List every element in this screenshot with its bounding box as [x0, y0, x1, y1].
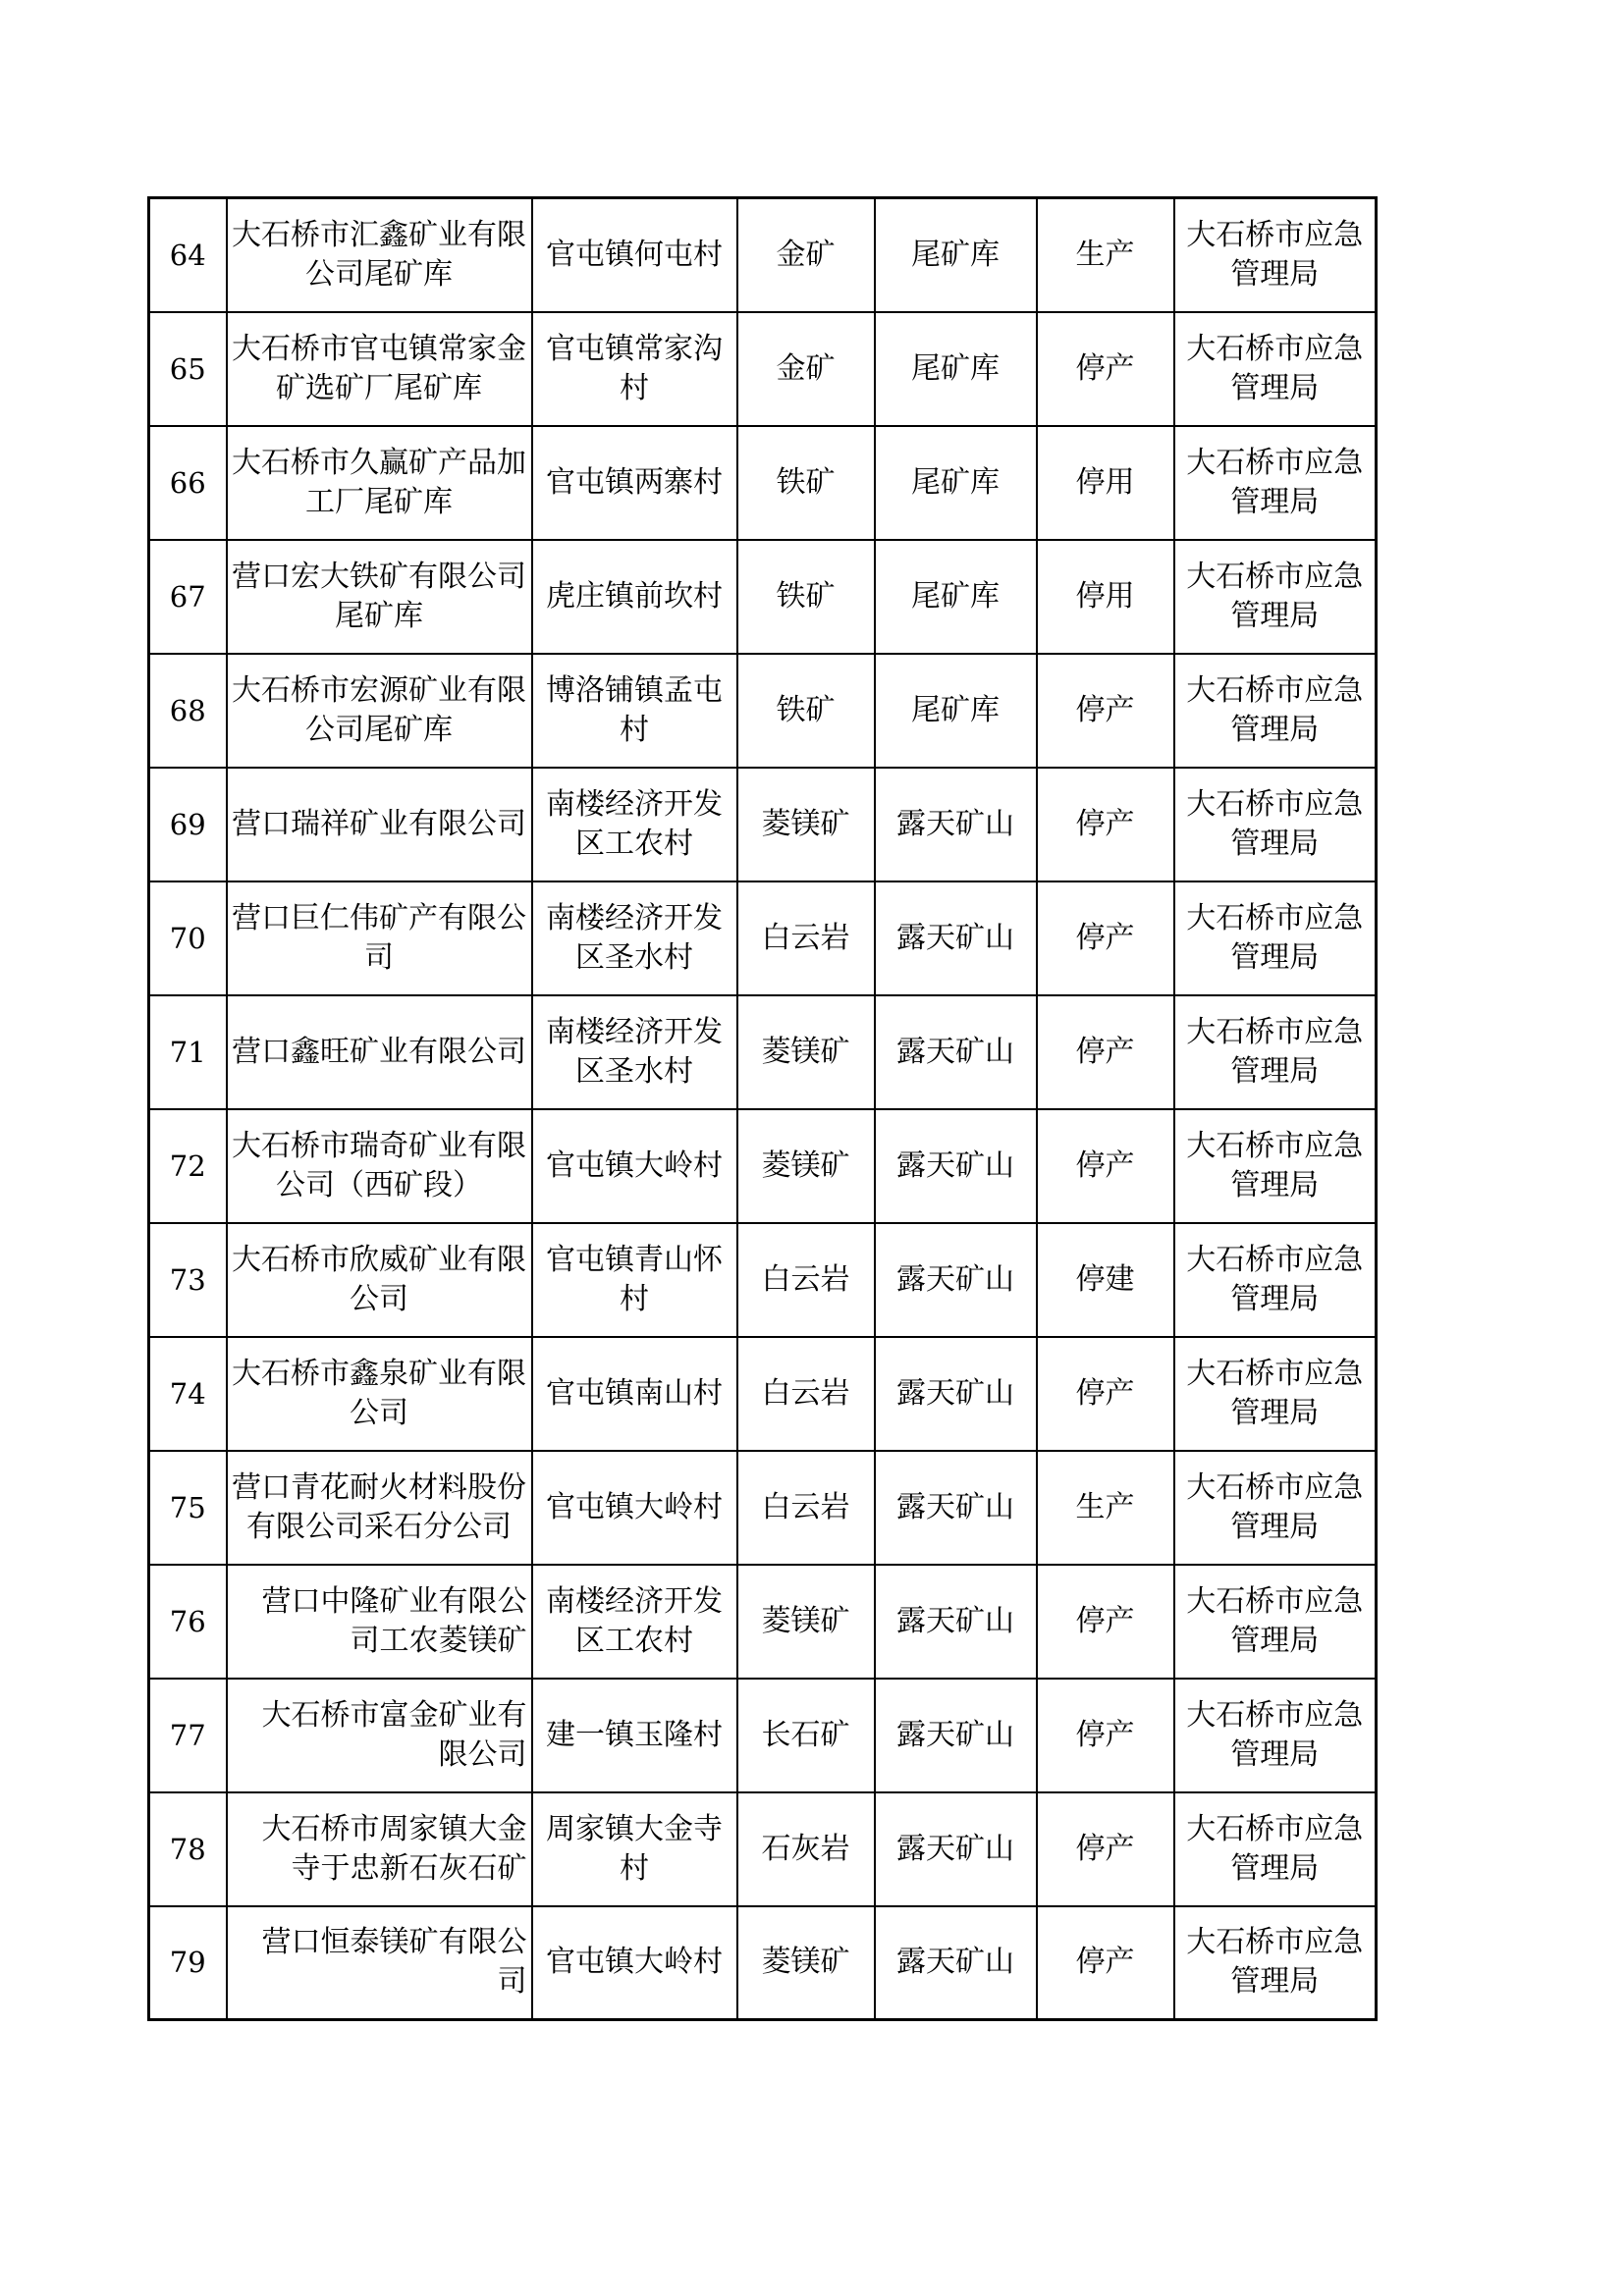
mineral-type: 菱镁矿	[737, 768, 875, 881]
row-number: 72	[149, 1109, 227, 1223]
mineral-type: 白云岩	[737, 1223, 875, 1337]
operating-status: 停产	[1037, 1679, 1174, 1792]
enterprise-name: 大石桥市汇鑫矿业有限公司尾矿库	[227, 198, 532, 312]
mineral-type: 菱镁矿	[737, 1109, 875, 1223]
mineral-type: 铁矿	[737, 426, 875, 540]
row-number: 66	[149, 426, 227, 540]
mineral-type: 长石矿	[737, 1679, 875, 1792]
operating-status: 生产	[1037, 1451, 1174, 1565]
row-number: 77	[149, 1679, 227, 1792]
facility-type: 露天矿山	[875, 1906, 1037, 2020]
operating-status: 停产	[1037, 654, 1174, 768]
location: 官屯镇大岭村	[532, 1109, 737, 1223]
mineral-type: 菱镁矿	[737, 1565, 875, 1679]
row-number: 78	[149, 1792, 227, 1906]
table-row	[149, 1679, 1377, 1792]
table-row	[149, 1223, 1377, 1337]
facility-type: 尾矿库	[875, 426, 1037, 540]
operating-status: 停产	[1037, 1906, 1174, 2020]
supervising-authority: 大石桥市应急管理局	[1174, 540, 1377, 654]
facility-type: 露天矿山	[875, 1679, 1037, 1792]
row-number: 75	[149, 1451, 227, 1565]
mineral-type: 菱镁矿	[737, 995, 875, 1109]
facility-type: 尾矿库	[875, 540, 1037, 654]
row-number: 71	[149, 995, 227, 1109]
location: 南楼经济开发区工农村	[532, 768, 737, 881]
operating-status: 停产	[1037, 995, 1174, 1109]
operating-status: 停建	[1037, 1223, 1174, 1337]
enterprise-name: 大石桥市富金矿业有限公司	[227, 1679, 532, 1792]
facility-type: 露天矿山	[875, 881, 1037, 995]
table-body	[149, 198, 1377, 2020]
table-row	[149, 1451, 1377, 1565]
enterprise-name: 大石桥市欣威矿业有限公司	[227, 1223, 532, 1337]
supervising-authority: 大石桥市应急管理局	[1174, 881, 1377, 995]
enterprise-name: 大石桥市宏源矿业有限公司尾矿库	[227, 654, 532, 768]
enterprise-name: 营口鑫旺矿业有限公司	[227, 995, 532, 1109]
row-number: 68	[149, 654, 227, 768]
location: 官屯镇大岭村	[532, 1451, 737, 1565]
table-row	[149, 426, 1377, 540]
facility-type: 露天矿山	[875, 1337, 1037, 1451]
supervising-authority: 大石桥市应急管理局	[1174, 654, 1377, 768]
operating-status: 停产	[1037, 1337, 1174, 1451]
mineral-type: 石灰岩	[737, 1792, 875, 1906]
mineral-type: 白云岩	[737, 1451, 875, 1565]
table-row	[149, 198, 1377, 312]
table-row	[149, 768, 1377, 881]
enterprise-name: 大石桥市官屯镇常家金矿选矿厂尾矿库	[227, 312, 532, 426]
facility-type: 露天矿山	[875, 1109, 1037, 1223]
mineral-type: 白云岩	[737, 1337, 875, 1451]
operating-status: 停产	[1037, 881, 1174, 995]
operating-status: 停用	[1037, 540, 1174, 654]
supervising-authority: 大石桥市应急管理局	[1174, 1792, 1377, 1906]
supervising-authority: 大石桥市应急管理局	[1174, 198, 1377, 312]
operating-status: 停产	[1037, 1565, 1174, 1679]
location: 南楼经济开发区工农村	[532, 1565, 737, 1679]
row-number: 79	[149, 1906, 227, 2020]
operating-status: 停产	[1037, 1792, 1174, 1906]
supervising-authority: 大石桥市应急管理局	[1174, 995, 1377, 1109]
facility-type: 露天矿山	[875, 995, 1037, 1109]
enterprise-name: 大石桥市周家镇大金寺于忠新石灰石矿	[227, 1792, 532, 1906]
enterprise-name: 营口青花耐火材料股份有限公司采石分公司	[227, 1451, 532, 1565]
supervising-authority: 大石桥市应急管理局	[1174, 1451, 1377, 1565]
facility-type: 尾矿库	[875, 198, 1037, 312]
mineral-type: 菱镁矿	[737, 1906, 875, 2020]
row-number: 70	[149, 881, 227, 995]
row-number: 69	[149, 768, 227, 881]
location: 周家镇大金寺村	[532, 1792, 737, 1906]
facility-type: 露天矿山	[875, 1451, 1037, 1565]
location: 博洛铺镇孟屯村	[532, 654, 737, 768]
enterprise-name: 大石桥市鑫泉矿业有限公司	[227, 1337, 532, 1451]
enterprise-name: 营口恒泰镁矿有限公司	[227, 1906, 532, 2020]
facility-type: 露天矿山	[875, 1792, 1037, 1906]
operating-status: 停产	[1037, 1109, 1174, 1223]
mineral-type: 金矿	[737, 312, 875, 426]
operating-status: 停用	[1037, 426, 1174, 540]
table-row	[149, 312, 1377, 426]
mineral-type: 白云岩	[737, 881, 875, 995]
supervising-authority: 大石桥市应急管理局	[1174, 312, 1377, 426]
facility-type: 露天矿山	[875, 768, 1037, 881]
location: 建一镇玉隆村	[532, 1679, 737, 1792]
enterprise-name: 大石桥市久赢矿产品加工厂尾矿库	[227, 426, 532, 540]
location: 官屯镇两寨村	[532, 426, 737, 540]
facility-type: 尾矿库	[875, 654, 1037, 768]
row-number: 67	[149, 540, 227, 654]
location: 虎庄镇前坎村	[532, 540, 737, 654]
operating-status: 停产	[1037, 768, 1174, 881]
facility-type: 露天矿山	[875, 1565, 1037, 1679]
location: 南楼经济开发区圣水村	[532, 995, 737, 1109]
table-row	[149, 881, 1377, 995]
operating-status: 生产	[1037, 198, 1174, 312]
location: 官屯镇常家沟村	[532, 312, 737, 426]
supervising-authority: 大石桥市应急管理局	[1174, 768, 1377, 881]
table-row	[149, 1565, 1377, 1679]
facility-type: 尾矿库	[875, 312, 1037, 426]
location: 南楼经济开发区圣水村	[532, 881, 737, 995]
location: 官屯镇何屯村	[532, 198, 737, 312]
location: 官屯镇青山怀村	[532, 1223, 737, 1337]
row-number: 65	[149, 312, 227, 426]
supervising-authority: 大石桥市应急管理局	[1174, 426, 1377, 540]
row-number: 73	[149, 1223, 227, 1337]
table-row	[149, 654, 1377, 768]
enterprise-name: 营口宏大铁矿有限公司尾矿库	[227, 540, 532, 654]
location: 官屯镇南山村	[532, 1337, 737, 1451]
table-row	[149, 995, 1377, 1109]
table-row	[149, 1906, 1377, 2020]
mineral-type: 金矿	[737, 198, 875, 312]
table-row	[149, 1109, 1377, 1223]
enterprise-name: 大石桥市瑞奇矿业有限公司（西矿段）	[227, 1109, 532, 1223]
supervising-authority: 大石桥市应急管理局	[1174, 1565, 1377, 1679]
enterprise-name: 营口巨仁伟矿产有限公司	[227, 881, 532, 995]
operating-status: 停产	[1037, 312, 1174, 426]
row-number: 74	[149, 1337, 227, 1451]
supervising-authority: 大石桥市应急管理局	[1174, 1223, 1377, 1337]
supervising-authority: 大石桥市应急管理局	[1174, 1109, 1377, 1223]
enterprise-name: 营口中隆矿业有限公司工农菱镁矿	[227, 1565, 532, 1679]
mineral-type: 铁矿	[737, 540, 875, 654]
supervising-authority: 大石桥市应急管理局	[1174, 1337, 1377, 1451]
mineral-type: 铁矿	[737, 654, 875, 768]
supervising-authority: 大石桥市应急管理局	[1174, 1679, 1377, 1792]
row-number: 64	[149, 198, 227, 312]
mine-list-table	[147, 196, 1378, 2021]
enterprise-name: 营口瑞祥矿业有限公司	[227, 768, 532, 881]
table-row	[149, 1792, 1377, 1906]
location: 官屯镇大岭村	[532, 1906, 737, 2020]
table-row	[149, 540, 1377, 654]
row-number: 76	[149, 1565, 227, 1679]
supervising-authority: 大石桥市应急管理局	[1174, 1906, 1377, 2020]
facility-type: 露天矿山	[875, 1223, 1037, 1337]
table-row	[149, 1337, 1377, 1451]
